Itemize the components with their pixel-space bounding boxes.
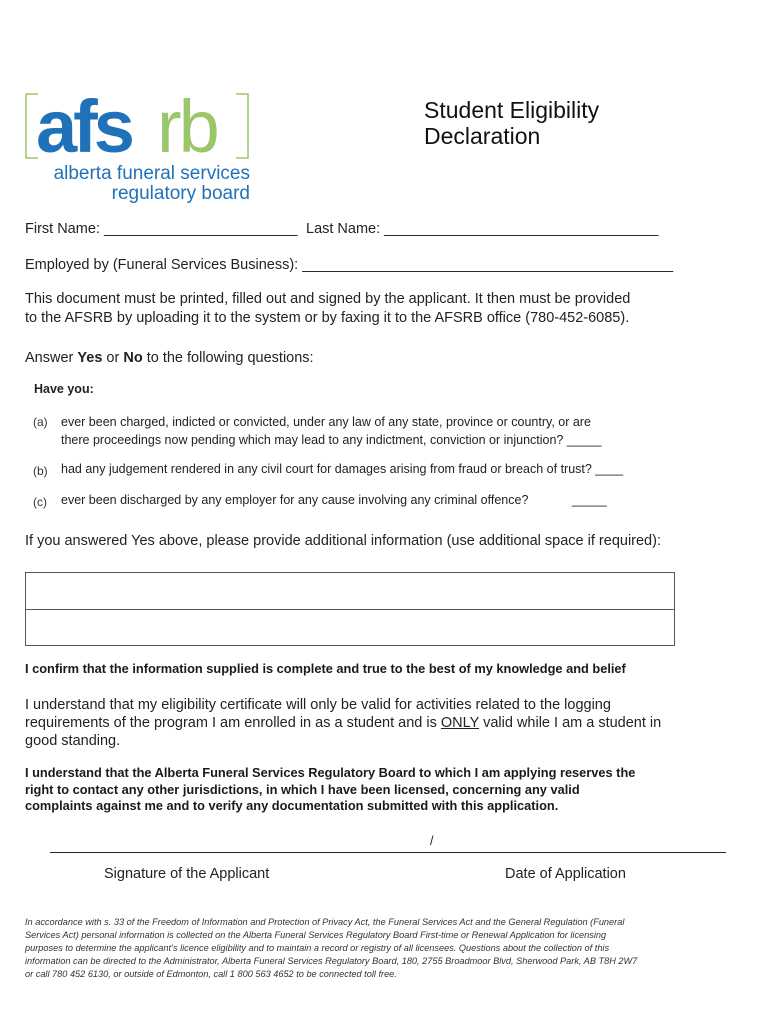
eligibility-statement — [25, 696, 661, 750]
eligibility-line-2 — [25, 714, 661, 732]
afsrb-logo — [24, 92, 250, 202]
signature-label: Signature of the Applicant — [104, 866, 270, 882]
additional-info-prompt: If you answered Yes above, please provide additional information (use additional space if required): — [25, 533, 661, 549]
answer-prompt — [25, 350, 314, 366]
question-b[interactable]: had any judgement rendered in any civil court for damages arising from fraud or breach of trust? ____ — [61, 462, 624, 476]
answer-prefix: Answer — [25, 350, 78, 366]
privacy-line-1: In accordance with s. 33 of the Freedom of Information and Protection of Privacy Act, the Funeral Services Act and the General Regulation (Funeral — [25, 917, 625, 927]
last-name-field[interactable]: Last Name: __________________________________ — [306, 221, 659, 237]
question-c-label: (c) — [33, 495, 47, 509]
privacy-line-3: purposes to determine the applicant’s licence eligibility and to maintain a record or registry of all licensees. Questions about the collection of this — [25, 943, 610, 953]
confirm-statement: I confirm that the information supplied is complete and true to the best of my knowledge and belief — [25, 661, 626, 676]
date-label: Date of Application — [505, 866, 626, 882]
question-b-label: (b) — [33, 464, 48, 478]
answer-yes: Yes — [77, 350, 103, 366]
question-a-label: (a) — [33, 415, 48, 429]
privacy-notice — [25, 916, 675, 981]
signature-line[interactable] — [50, 852, 726, 853]
eligibility-line-3: good standing. — [25, 733, 121, 749]
privacy-line-4: information can be directed to the Administrator, Alberta Funeral Services Regulatory Board, 180, 2755 Broadmoor Blvd, Sherwood Park, AB T8H 2W7 — [25, 956, 638, 966]
jurisdiction-statement — [25, 765, 635, 815]
eligibility-line-2-pre: requirements of the program I am enrolled in as a student and is — [25, 715, 441, 731]
privacy-line-5: or call 780 452 6130, or outside of Edmonton, call 1 800 563 4652 to be connected toll free. — [25, 969, 397, 979]
instructions-line-2: to the AFSRB by uploading it to the system or by faxing it to the AFSRB office (780-452-6085). — [25, 310, 630, 326]
jurisdiction-line-2: right to contact any other jurisdictions, in which I have been licensed, concerning any valid — [25, 781, 580, 797]
title-line-2: Declaration — [424, 123, 541, 149]
first-name-field[interactable]: First Name: ________________________ — [25, 221, 298, 237]
instructions-line-1: This document must be printed, filled out and signed by the applicant. It then must be provided — [25, 291, 631, 307]
svg-text:afs: afs — [36, 92, 131, 162]
additional-info-divider — [26, 609, 674, 610]
question-a — [61, 413, 602, 449]
jurisdiction-line-1: I understand that the Alberta Funeral Services Regulatory Board to which I am applying reserves the — [25, 765, 636, 780]
svg-text:rb: rb — [157, 92, 217, 162]
document-title — [424, 97, 724, 149]
logo-line-1: alberta funeral services — [53, 163, 250, 184]
answer-middle: or — [102, 350, 124, 366]
eligibility-only: ONLY — [440, 715, 480, 731]
question-c: ever been discharged by any employer for any cause involving any criminal offence? — [61, 493, 529, 507]
have-you-heading: Have you: — [34, 382, 94, 396]
question-a-line-1: ever been charged, indicted or convicted, under any law of any state, province or country, or are — [61, 415, 591, 429]
afsrb-wordmark-graphic — [24, 92, 250, 162]
additional-info-box[interactable] — [25, 572, 675, 646]
employer-field[interactable]: Employed by (Funeral Services Business): ______________________________________________ — [25, 257, 674, 273]
question-a-line-2[interactable]: there proceedings now pending which may lead to any indictment, conviction or injunction? _____ — [61, 433, 602, 447]
answer-no: No — [123, 350, 143, 366]
logo-line-2: regulatory board — [111, 183, 250, 204]
title-line-1: Student Eligibility — [424, 97, 600, 123]
eligibility-line-1: I understand that my eligibility certificate will only be valid for activities related to the logging — [25, 697, 611, 713]
answer-suffix: to the following questions: — [142, 350, 314, 366]
question-c-answer-blank[interactable]: _____ — [572, 493, 607, 507]
jurisdiction-line-3: complaints against me and to verify any documentation submitted with this application. — [25, 798, 559, 813]
date-separator: / — [430, 834, 434, 848]
privacy-line-2: Services Act) personal information is collected on the Alberta Funeral Services Regulatory Board First-time or Renewal Application for licensing — [25, 930, 607, 940]
eligibility-line-2-post: valid while I am a student in — [479, 715, 662, 731]
instructions — [25, 290, 630, 328]
